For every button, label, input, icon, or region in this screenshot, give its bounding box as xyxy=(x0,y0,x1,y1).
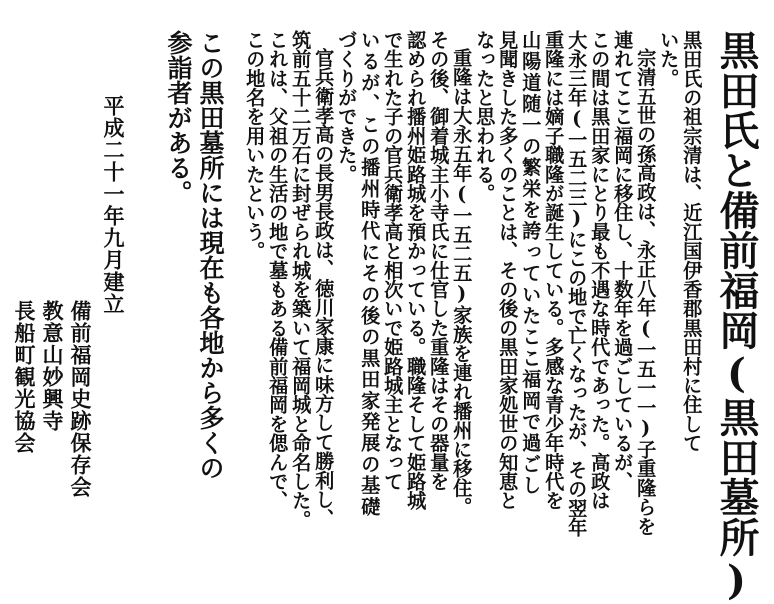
body-line: 見聞きした多くのことは、その後の黒田家処世の知恵と xyxy=(496,30,520,510)
body-line: 宗清五世の孫高政は、永正八年(一五一一)子重隆らを xyxy=(634,48,658,536)
body-line: 黒田氏の祖宗清は、近江国伊香郡黒田村に住して xyxy=(680,30,704,453)
body-line: で生れた子の官兵衛孝高と相次いで姫路城主となって xyxy=(381,30,405,491)
erection-date: 平成二十一年九月建立 xyxy=(101,95,126,315)
body-line: この間は黒田家にとり最も不遇な時代であった。高政は xyxy=(588,30,612,510)
closing-line: 参詣者がある。 xyxy=(164,30,193,205)
body-line: いるが、この播州時代にその後の黒田家発展の基礎 xyxy=(358,30,382,518)
body-line: いた。 xyxy=(657,30,681,88)
body-line: 山陽道随一の繁栄を誇っていたここ福岡で過ごし xyxy=(519,30,543,497)
body-line: 連れてここ福岡に移住し、十数年を過ごしているが、 xyxy=(611,30,635,491)
body-line: その後、御着城主小寺氏に仕官した重隆はその器量を xyxy=(427,30,451,491)
body-line: 認められ播州姫路城を預かっている。職隆そして姫路城 xyxy=(404,30,428,510)
body-line: 重隆には嫡子職隆が誕生している。多感な青少年時代を xyxy=(542,30,566,510)
body-line: 官兵衛孝高の長男長政は、徳川家康に味方して勝利し、 xyxy=(312,48,336,528)
organization-name: 備前福岡史跡保存会 xyxy=(68,300,93,498)
body-line: 大永三年(一五二三)にこの地で亡くなったが、その翌年 xyxy=(565,30,589,537)
body-line: 重隆は大永五年(一五二五)家族を連れ播州に移住。 xyxy=(450,48,474,517)
sign-title: 黒田氏と備前福岡(黒田墓所) xyxy=(713,30,760,604)
organization-name: 教意山妙興寺 xyxy=(40,300,65,432)
body-line: これは、父祖の生活の地で墓もある備前福岡を偲んで、 xyxy=(266,30,290,510)
closing-line: この黒田墓所には現在も各地から多くの xyxy=(196,30,225,480)
body-line: この地名を用いたという。 xyxy=(243,30,267,261)
organization-name: 長船町観光協会 xyxy=(12,300,37,454)
body-line: づくりができた。 xyxy=(335,30,359,184)
body-line: 筑前五十二万石に封ぜられ城を築いて福岡城と命名した。 xyxy=(289,30,313,530)
body-line: なったと思われる。 xyxy=(473,30,497,203)
